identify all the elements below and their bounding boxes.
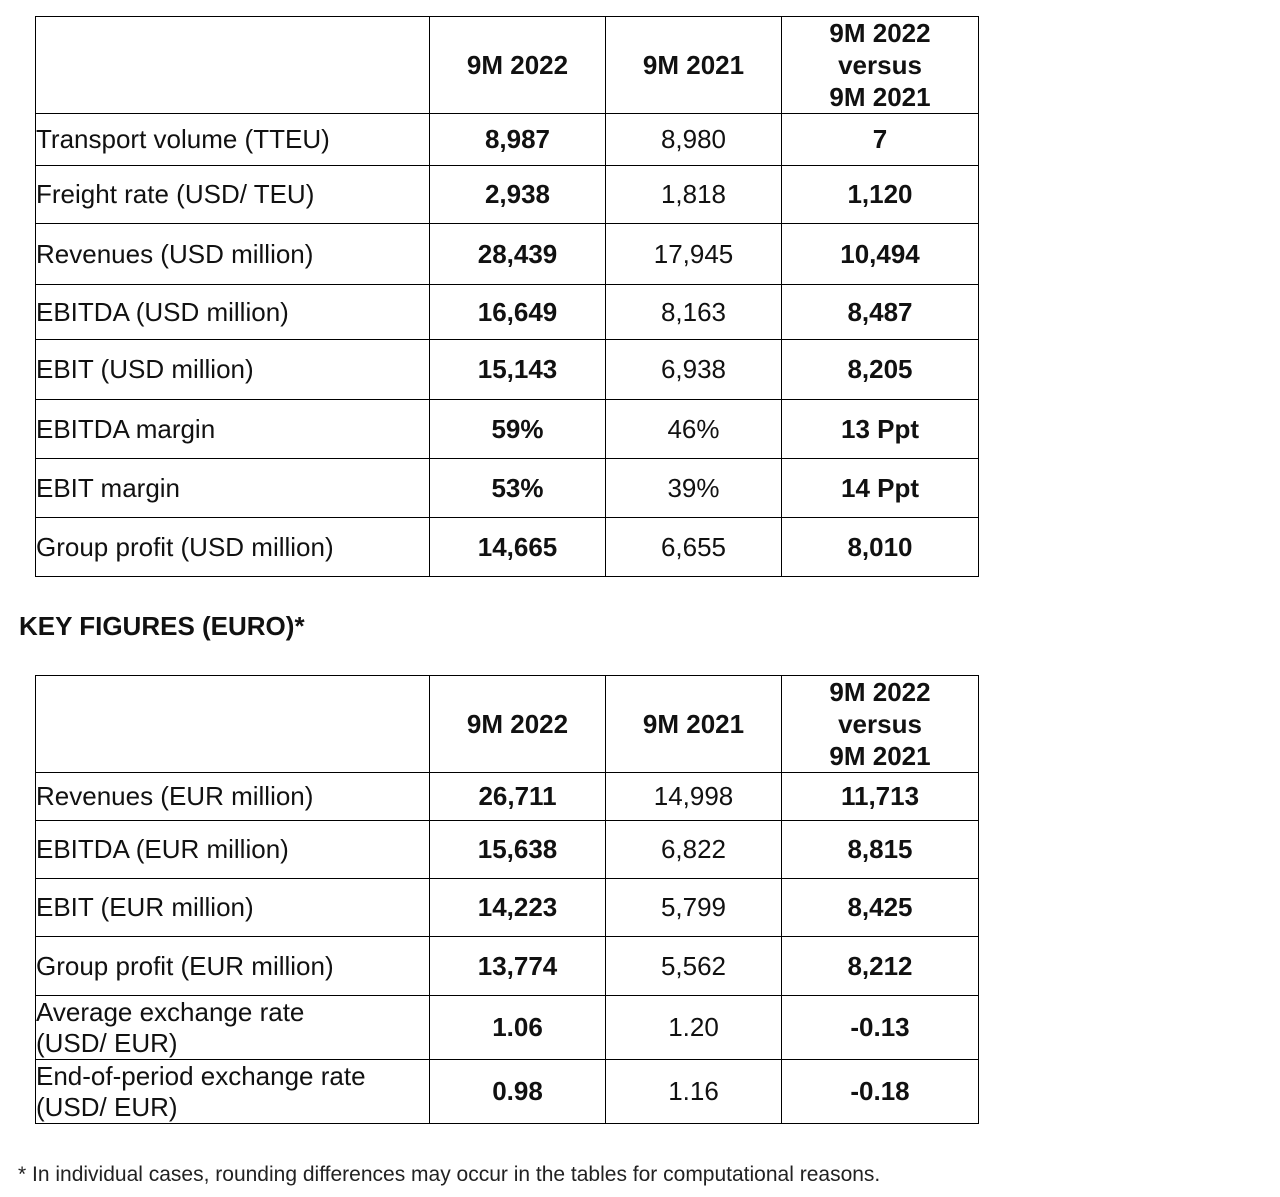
value-9m-2022: 8,987: [430, 114, 606, 166]
row-label: Group profit (EUR million): [36, 937, 430, 996]
value-9m-2021: 8,980: [606, 114, 782, 166]
value-9m-2021: 46%: [606, 400, 782, 459]
table-body: [36, 773, 979, 1124]
table-row: [36, 400, 979, 459]
value-9m-2021: 39%: [606, 459, 782, 518]
table-row: [36, 340, 979, 400]
row-label: Group profit (USD million): [36, 518, 430, 577]
value-change: 13 Ppt: [782, 400, 979, 459]
value-9m-2022: 14,223: [430, 879, 606, 937]
header-cell-9m-2021: 9M 2021: [606, 17, 782, 114]
value-9m-2021: 8,163: [606, 285, 782, 340]
header-cell-9m-2022: 9M 2022: [430, 676, 606, 773]
table-row: [36, 937, 979, 996]
row-label: EBIT margin: [36, 459, 430, 518]
value-change: 14 Ppt: [782, 459, 979, 518]
value-change: 8,010: [782, 518, 979, 577]
table-body: [36, 114, 979, 577]
value-9m-2022: 28,439: [430, 224, 606, 285]
footnote: * In individual cases, rounding differences may occur in the tables for computational reasons.: [18, 1163, 881, 1186]
value-change: -0.13: [782, 996, 979, 1060]
value-change: 8,425: [782, 879, 979, 937]
value-9m-2022: 1.06: [430, 996, 606, 1060]
row-label: Revenues (USD million): [36, 224, 430, 285]
value-9m-2021: 6,938: [606, 340, 782, 400]
row-label: Transport volume (TTEU): [36, 114, 430, 166]
value-9m-2022: 53%: [430, 459, 606, 518]
table-row: [36, 518, 979, 577]
value-9m-2021: 17,945: [606, 224, 782, 285]
value-9m-2022: 13,774: [430, 937, 606, 996]
row-label: EBIT (EUR million): [36, 879, 430, 937]
value-9m-2021: 14,998: [606, 773, 782, 821]
value-9m-2021: 5,562: [606, 937, 782, 996]
row-label: Revenues (EUR million): [36, 773, 430, 821]
value-change: 1,120: [782, 166, 979, 224]
row-label: End-of-period exchange rate (USD/ EUR): [36, 1060, 430, 1124]
table-row: [36, 879, 979, 937]
row-label: EBITDA (USD million): [36, 285, 430, 340]
value-9m-2021: 5,799: [606, 879, 782, 937]
value-9m-2022: 0.98: [430, 1060, 606, 1124]
value-9m-2022: 59%: [430, 400, 606, 459]
key-figures-usd-table: [35, 16, 979, 577]
header-cell-label: [36, 676, 430, 773]
value-9m-2022: 26,711: [430, 773, 606, 821]
value-change: 8,205: [782, 340, 979, 400]
value-change: 8,212: [782, 937, 979, 996]
table-row: [36, 773, 979, 821]
value-9m-2021: 6,822: [606, 821, 782, 879]
value-change: -0.18: [782, 1060, 979, 1124]
header-row: [36, 17, 979, 114]
value-9m-2022: 15,638: [430, 821, 606, 879]
table-row: [36, 114, 979, 166]
row-label: Freight rate (USD/ TEU): [36, 166, 430, 224]
table-row: [36, 996, 979, 1060]
row-label: EBITDA margin: [36, 400, 430, 459]
header-row: [36, 676, 979, 773]
value-change: 11,713: [782, 773, 979, 821]
key-figures-eur-table: [35, 675, 979, 1124]
table-row: [36, 459, 979, 518]
table-row: [36, 166, 979, 224]
header-cell-change: 9M 2022 versus 9M 2021: [782, 676, 979, 773]
table-row: [36, 224, 979, 285]
value-9m-2021: 6,655: [606, 518, 782, 577]
value-9m-2022: 2,938: [430, 166, 606, 224]
value-change: 8,487: [782, 285, 979, 340]
value-9m-2021: 1.20: [606, 996, 782, 1060]
table-row: [36, 821, 979, 879]
header-cell-change: 9M 2022 versus 9M 2021: [782, 17, 979, 114]
value-change: 8,815: [782, 821, 979, 879]
row-label: EBIT (USD million): [36, 340, 430, 400]
row-label: Average exchange rate (USD/ EUR): [36, 996, 430, 1060]
header-cell-9m-2022: 9M 2022: [430, 17, 606, 114]
table-row: [36, 285, 979, 340]
value-9m-2022: 14,665: [430, 518, 606, 577]
table-row: [36, 1060, 979, 1124]
value-9m-2022: 15,143: [430, 340, 606, 400]
table-header: [36, 17, 979, 114]
value-change: 10,494: [782, 224, 979, 285]
header-cell-9m-2021: 9M 2021: [606, 676, 782, 773]
value-change: 7: [782, 114, 979, 166]
value-9m-2021: 1.16: [606, 1060, 782, 1124]
row-label: EBITDA (EUR million): [36, 821, 430, 879]
section-heading-key-figures-euro: KEY FIGURES (EURO)*: [19, 611, 305, 641]
value-9m-2021: 1,818: [606, 166, 782, 224]
table-header: [36, 676, 979, 773]
header-cell-label: [36, 17, 430, 114]
value-9m-2022: 16,649: [430, 285, 606, 340]
